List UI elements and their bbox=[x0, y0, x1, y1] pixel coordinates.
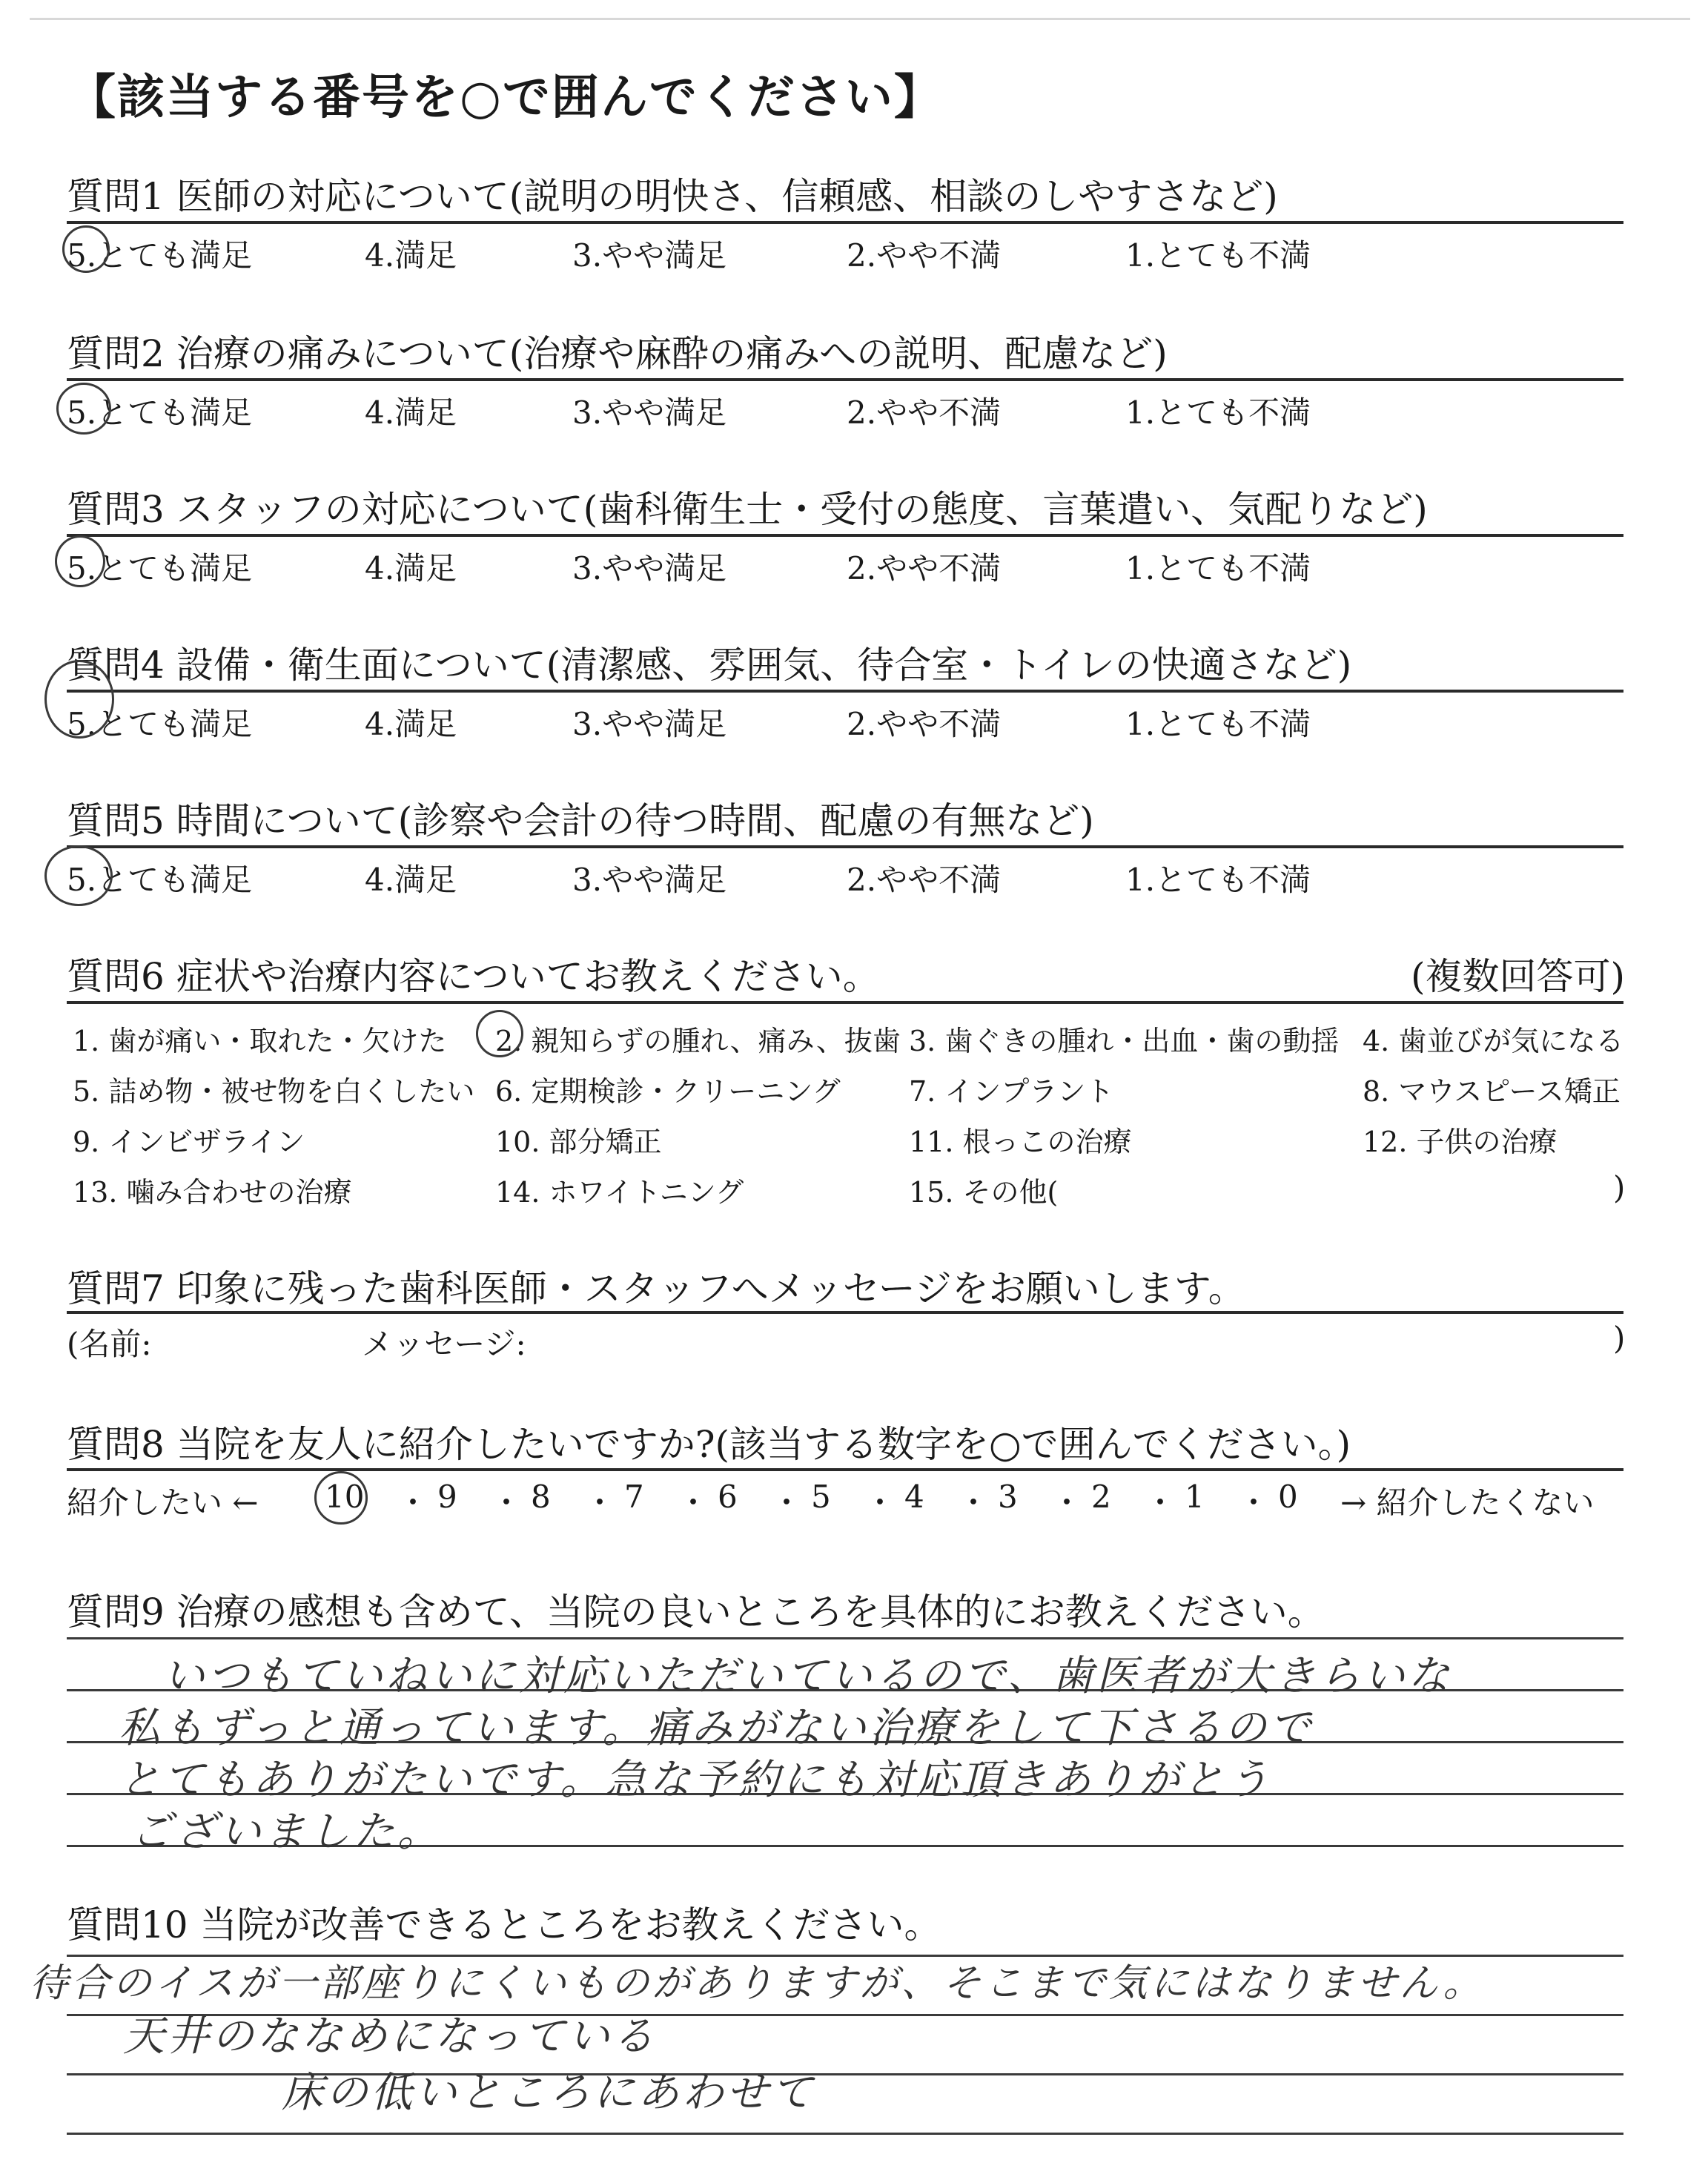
q9-answer-line-2[interactable]: 私もずっと通っています。痛みがない治療をして下さるので bbox=[119, 1704, 1314, 1752]
q6-option-12[interactable]: 12. 子供の治療 bbox=[1363, 1126, 1558, 1158]
q7-name-label: (名前: bbox=[67, 1326, 152, 1362]
q2-option-1[interactable]: 1.とても不満 bbox=[1125, 394, 1311, 431]
q6-option-8[interactable]: 8. マウスピース矯正 bbox=[1363, 1075, 1621, 1108]
q8-selection-mark bbox=[314, 1471, 368, 1525]
q5-rule bbox=[67, 845, 1623, 848]
q4-option-4[interactable]: 4.満足 bbox=[365, 706, 457, 742]
q2-option-5[interactable]: 5.とても満足 bbox=[67, 394, 253, 431]
q8-scale-dot: ・ bbox=[397, 1484, 429, 1521]
q1-label: 質問1 医師の対応について(説明の明快さ、信頼感、相談のしやすさなど) bbox=[67, 175, 1278, 218]
q9-label: 質問9 治療の感想も含めて、当院の良いところを具体的にお教えください。 bbox=[67, 1591, 1325, 1634]
q6-option-13[interactable]: 13. 噛み合わせの治療 bbox=[73, 1176, 352, 1209]
q6-option-6[interactable]: 6. 定期検診・クリーニング bbox=[495, 1075, 841, 1108]
q1-option-2[interactable]: 2.やや不満 bbox=[847, 237, 1002, 274]
q5-option-3[interactable]: 3.やや満足 bbox=[572, 862, 727, 898]
q3-selection-mark bbox=[55, 535, 105, 587]
q8-scale-1[interactable]: 1 bbox=[1185, 1479, 1205, 1515]
q8-label: 質問8 当院を友人に紹介したいですか?(該当する数字を○で囲んでください。) bbox=[67, 1423, 1351, 1466]
q8-scale-4[interactable]: 4 bbox=[904, 1479, 924, 1515]
q8-rule bbox=[67, 1468, 1623, 1471]
q3-rule bbox=[67, 534, 1623, 537]
q10-answer-line-3[interactable]: 床の低いところにあわせて bbox=[282, 2069, 815, 2117]
q5-option-5[interactable]: 5.とても満足 bbox=[67, 862, 253, 898]
q6-label: 質問6 症状や治療内容についてお教えください。 bbox=[67, 955, 880, 998]
q8-scale-dot: ・ bbox=[491, 1484, 523, 1521]
q3-option-5[interactable]: 5.とても満足 bbox=[67, 550, 253, 587]
q8-scale-dot: ・ bbox=[958, 1484, 990, 1521]
q6-option-7[interactable]: 7. インプラント bbox=[909, 1075, 1114, 1108]
q8-scale-dot: ・ bbox=[864, 1484, 896, 1521]
q8-scale-7[interactable]: 7 bbox=[624, 1479, 644, 1515]
q7-rule bbox=[67, 1311, 1623, 1314]
q1-option-3[interactable]: 3.やや満足 bbox=[572, 237, 727, 274]
q8-scale-0[interactable]: 0 bbox=[1278, 1479, 1298, 1515]
q7-close-paren: ) bbox=[1613, 1320, 1626, 1356]
q6-option-2[interactable]: 2. 親知らずの腫れ、痛み、抜歯 bbox=[495, 1025, 901, 1057]
q5-option-1[interactable]: 1.とても不満 bbox=[1125, 862, 1311, 898]
q1-selection-mark bbox=[62, 225, 110, 273]
q2-label: 質問2 治療の痛みについて(治療や麻酔の痛みへの説明、配慮など) bbox=[67, 332, 1168, 375]
q8-scale-8[interactable]: 8 bbox=[531, 1479, 551, 1515]
q5-selection-mark bbox=[44, 845, 113, 906]
q6-option-9[interactable]: 9. インビザライン bbox=[73, 1126, 305, 1158]
q8-scale-2[interactable]: 2 bbox=[1091, 1479, 1111, 1515]
q2-option-3[interactable]: 3.やや満足 bbox=[572, 394, 727, 431]
q4-option-5[interactable]: 5.とても満足 bbox=[67, 706, 253, 742]
top-edge-line bbox=[30, 18, 1690, 20]
q1-rule bbox=[67, 221, 1623, 224]
q2-rule bbox=[67, 378, 1623, 381]
q2-option-2[interactable]: 2.やや不満 bbox=[847, 394, 1002, 431]
q8-scale-dot: ・ bbox=[584, 1484, 616, 1521]
q6-rule bbox=[67, 1001, 1623, 1004]
q6-selection-mark bbox=[476, 1010, 523, 1057]
q7-label: 質問7 印象に残った歯科医師・スタッフへメッセージをお願いします。 bbox=[67, 1267, 1245, 1310]
q8-scale-dot: ・ bbox=[1051, 1484, 1083, 1521]
q5-option-4[interactable]: 4.満足 bbox=[365, 862, 457, 898]
q8-scale-3[interactable]: 3 bbox=[998, 1479, 1018, 1515]
q10-answer-line-1[interactable]: 待合のイスが一部座りにくいものがありますが、そこまで気にはなりません。 bbox=[30, 1961, 1485, 2006]
q2-selection-mark bbox=[56, 383, 111, 435]
q3-option-2[interactable]: 2.やや不満 bbox=[847, 550, 1002, 587]
q8-scale-dot: ・ bbox=[678, 1484, 709, 1521]
q8-scale-5[interactable]: 5 bbox=[811, 1479, 831, 1515]
q6-other-close-paren: ) bbox=[1613, 1169, 1626, 1206]
q3-label: 質問3 スタッフの対応について(歯科衛生士・受付の態度、言葉遣い、気配りなど) bbox=[67, 488, 1428, 531]
q1-option-1[interactable]: 1.とても不満 bbox=[1125, 237, 1311, 274]
q6-option-14[interactable]: 14. ホワイトニング bbox=[495, 1176, 744, 1209]
q8-scale-dot: ・ bbox=[1238, 1484, 1270, 1521]
q6-option-4[interactable]: 4. 歯並びが気になる bbox=[1363, 1025, 1624, 1057]
q9-answer-line-1[interactable]: いつもていねいに対応いただいているので、歯医者が大きらいな bbox=[163, 1652, 1452, 1700]
q9-answer-line-3[interactable]: とてもありがたいです。急な予約にも対応頂きありがとう bbox=[119, 1756, 1272, 1804]
q10-label: 質問10 当院が改善できるところをお教えください。 bbox=[67, 1903, 941, 1946]
q4-option-1[interactable]: 1.とても不満 bbox=[1125, 706, 1311, 742]
q4-label: 質問4 設備・衛生面について(清潔感、雰囲気、待合室・トイレの快適さなど) bbox=[67, 644, 1352, 687]
q5-option-2[interactable]: 2.やや不満 bbox=[847, 862, 1002, 898]
q6-option-1[interactable]: 1. 歯が痛い・取れた・欠けた bbox=[73, 1025, 447, 1057]
q8-scale-6[interactable]: 6 bbox=[718, 1479, 738, 1515]
q8-scale-dot: ・ bbox=[771, 1484, 803, 1521]
q4-option-2[interactable]: 2.やや不満 bbox=[847, 706, 1002, 742]
q9-answer-line-4[interactable]: ございました。 bbox=[130, 1808, 442, 1856]
q8-left-label: 紹介したい ← bbox=[67, 1484, 259, 1521]
q4-rule bbox=[67, 690, 1623, 693]
q10-answer-rule bbox=[67, 2133, 1623, 2135]
q1-option-4[interactable]: 4.満足 bbox=[365, 237, 457, 274]
q4-selection-mark bbox=[44, 660, 114, 739]
q8-scale-10[interactable]: 10 bbox=[325, 1479, 365, 1515]
q6-option-5[interactable]: 5. 詰め物・被せ物を白くしたい bbox=[73, 1075, 475, 1108]
page-title: 【該当する番号を○で囲んでください】 bbox=[68, 70, 943, 125]
q10-answer-line-2[interactable]: 天井のななめになっている bbox=[123, 2012, 657, 2061]
q8-scale-dot: ・ bbox=[1145, 1484, 1176, 1521]
q4-option-3[interactable]: 3.やや満足 bbox=[572, 706, 727, 742]
q3-option-3[interactable]: 3.やや満足 bbox=[572, 550, 727, 587]
q8-right-label: → 紹介したくない bbox=[1340, 1484, 1595, 1521]
q8-scale-9[interactable]: 9 bbox=[437, 1479, 457, 1515]
q6-option-15[interactable]: 15. その他( bbox=[909, 1176, 1059, 1209]
q6-option-3[interactable]: 3. 歯ぐきの腫れ・出血・歯の動揺 bbox=[909, 1025, 1340, 1057]
q2-option-4[interactable]: 4.満足 bbox=[365, 394, 457, 431]
q7-message-label: メッセージ: bbox=[362, 1326, 526, 1362]
q1-option-5[interactable]: 5.とても満足 bbox=[67, 237, 253, 274]
q6-option-11[interactable]: 11. 根っこの治療 bbox=[909, 1126, 1132, 1158]
q3-option-1[interactable]: 1.とても不満 bbox=[1125, 550, 1311, 587]
q5-label: 質問5 時間について(診察や会計の待つ時間、配慮の有無など) bbox=[67, 799, 1094, 842]
q6-multiple-note: (複数回答可) bbox=[1410, 955, 1625, 998]
q6-option-10[interactable]: 10. 部分矯正 bbox=[495, 1126, 662, 1158]
q9-answer-rule bbox=[67, 1637, 1623, 1639]
q3-option-4[interactable]: 4.満足 bbox=[365, 550, 457, 587]
